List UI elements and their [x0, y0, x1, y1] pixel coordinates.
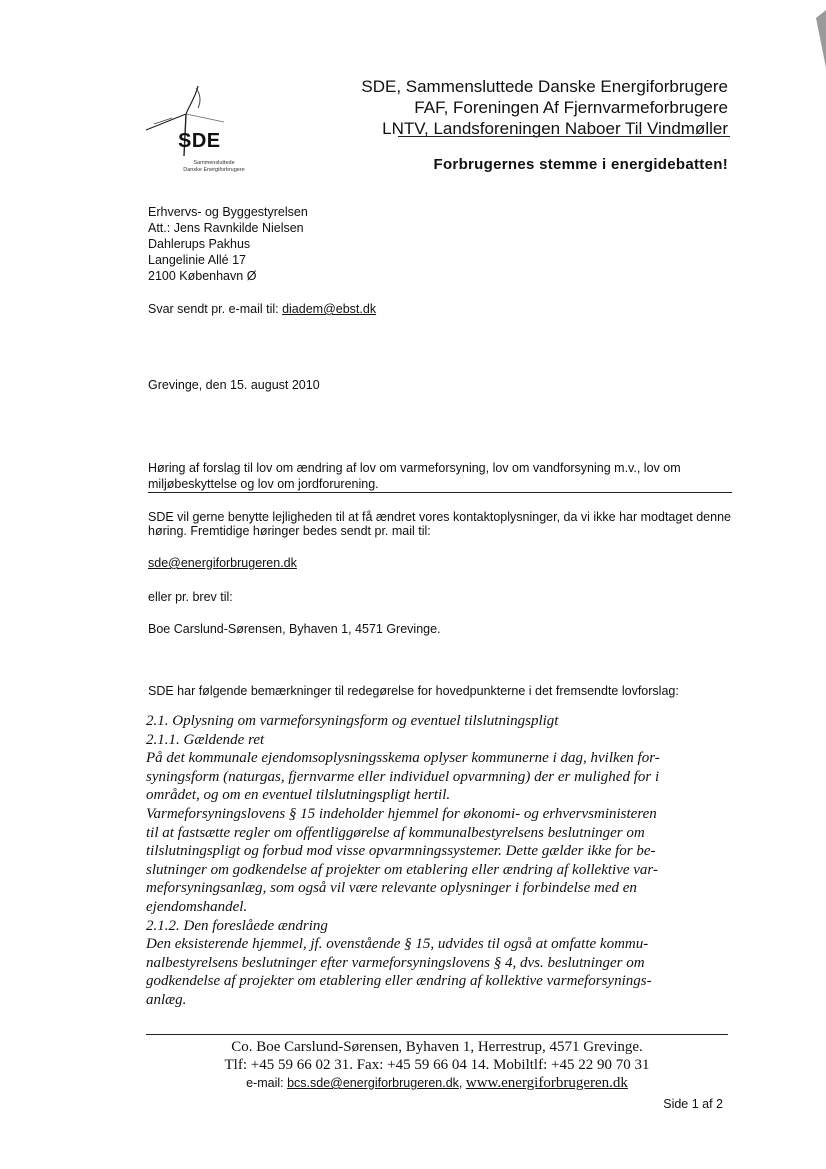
quoted-line: Den eksisterende hjemmel, jf. ovenstående § 15, udvides til også at omfatte kommu- — [146, 936, 649, 953]
footer-website-link[interactable]: www.energiforbrugeren.dk — [465, 1075, 628, 1091]
reply-email-link[interactable]: diadem@ebst.dk — [282, 302, 377, 316]
footer-email-prefix: e-mail: — [246, 1076, 288, 1090]
quoted-line: ejendomshandel. — [146, 898, 248, 915]
quoted-line: anlæg. — [146, 991, 187, 1008]
subject-line: Høring af forslag til lov om ændring af lov om varmeforsyning, lov om vandforsyning m.v., lov om miljøbeskyttelse og lov om jordforurening. — [148, 461, 681, 491]
footer-contact-line — [146, 1074, 728, 1092]
organization-line: SDE, Sammensluttede Danske Energiforbrugere — [361, 77, 728, 96]
organization-list — [361, 76, 728, 139]
contact-paragraph: SDE vil gerne benytte lejligheden til at få ændret vores kontaktoplysninger, da vi ikke har modtaget denne høring. Fremtidige høringer bedes sendt pr. mail til: — [148, 510, 731, 538]
logo-subtitle — [164, 160, 264, 174]
footer-divider — [146, 1034, 728, 1035]
quoted-line: området, og om en eventuel tilslutningspligt hertil. — [146, 787, 451, 804]
recipient-line: Langelinie Allé 17 — [148, 253, 246, 267]
quoted-bill-excerpt — [146, 712, 732, 1010]
recipient-line: Att.: Jens Ravnkilde Nielsen — [148, 221, 304, 235]
footer — [146, 1038, 728, 1092]
postal-address: Boe Carslund-Sørensen, Byhaven 1, 4571 Grevinge. — [148, 622, 441, 636]
page-number: Side 1 af 2 — [663, 1097, 723, 1111]
recipient-line: Dahlerups Pakhus — [148, 237, 251, 251]
footer-phone: Tlf: +45 59 66 02 31. Fax: +45 59 66 04 14. Mobiltlf: +45 22 90 70 31 — [224, 1057, 650, 1073]
quoted-line: nalbestyrelsens beslutninger efter varmeforsyningslovens § 4, dvs. beslutninger om — [146, 954, 645, 971]
recipient-line: Erhvervs- og Byggestyrelsen — [148, 205, 308, 219]
quoted-line: slutninger om godkendelse af projekter om etablering eller ændring af kollektive var- — [146, 861, 658, 878]
quoted-line: til at fastsætte regler om offentliggørelse af kommunalbestyrelsens beslutninger om — [146, 824, 645, 841]
tagline: Forbrugernes stemme i energidebatten! — [433, 156, 728, 173]
footer-email-link[interactable]: bcs.sde@energiforbrugeren.dk — [287, 1076, 459, 1090]
page-corner-fold — [786, 10, 826, 68]
reply-prefix: Svar sendt pr. e-mail til: — [148, 302, 283, 316]
organization-line: LNTV, Landsforeningen Naboer Til Vindmøller — [382, 119, 728, 138]
quoted-line: meforsyningsanlæg, som også vil være relevante oplysninger i forbindelse med en — [146, 880, 637, 897]
or-letter-text: eller pr. brev til: — [148, 590, 233, 604]
quoted-line: syningsform (naturgas, fjernvarme eller individuel opvarmning) der er mulighed for i — [146, 768, 660, 785]
recipient-line: 2100 København Ø — [148, 269, 257, 283]
quoted-line: Varmeforsyningslovens § 15 indeholder hjemmel for økonomi- og erhvervsministeren — [146, 805, 657, 822]
date-line: Grevinge, den 15. august 2010 — [148, 378, 320, 392]
header-divider — [398, 136, 730, 137]
sde-logo — [140, 78, 270, 178]
quoted-line: På det kommunale ejendomsoplysningsskema oplyser kommunerne i dag, hvilken for- — [146, 750, 660, 767]
quoted-line: tilslutningspligt og forbud mod visse opvarmningssystemer. Dette gælder ikke for be- — [146, 843, 656, 860]
reply-line — [148, 302, 376, 316]
footer-address: Co. Boe Carslund-Sørensen, Byhaven 1, Herrestrup, 4571 Grevinge. — [231, 1039, 643, 1055]
organization-line: FAF, Foreningen Af Fjernvarmeforbrugere — [414, 98, 728, 117]
logo-subtitle-line-2: Danske Energiforbrugere — [183, 167, 245, 173]
remarks-intro: SDE har følgende bemærkninger til redegørelse for hovedpunkterne i det fremsendte lovforslag: — [148, 684, 679, 698]
quoted-line: 2.1. Oplysning om varmeforsyningsform og eventuel tilslutningspligt — [146, 713, 559, 729]
logo-subtitle-line-1: Sammensluttede — [193, 160, 235, 166]
quoted-line: 2.1.2. Den foreslåede ændring — [146, 917, 328, 934]
quoted-line: 2.1.1. Gældende ret — [146, 731, 265, 748]
quoted-line: godkendelse af projekter om etablering eller ændring af kollektive varmeforsynings- — [146, 973, 652, 990]
contact-email-link[interactable]: sde@energiforbrugeren.dk — [148, 556, 297, 570]
footer-separator: , — [458, 1076, 466, 1090]
logo-name: SDE — [178, 130, 221, 152]
recipient-address — [148, 204, 308, 284]
subject-divider — [148, 492, 732, 493]
